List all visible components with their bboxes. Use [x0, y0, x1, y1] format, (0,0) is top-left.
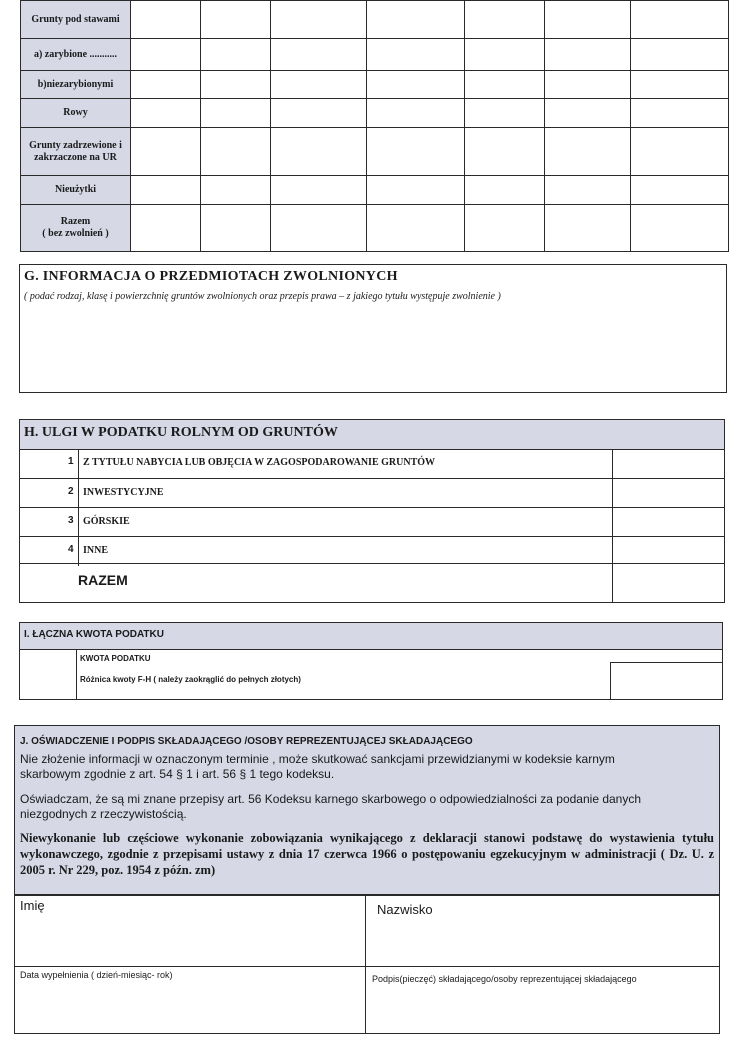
grid-cell[interactable] [131, 128, 201, 176]
section-g [19, 264, 727, 393]
grid-cell[interactable] [367, 1, 465, 39]
imie-label: Imię [20, 898, 45, 913]
section-i-left-cell [20, 649, 77, 699]
grid-cell[interactable] [271, 71, 367, 99]
grid-cell[interactable] [201, 176, 271, 205]
grid-cell[interactable] [631, 205, 729, 252]
grid-cell[interactable] [545, 99, 631, 128]
section-i-line1: KWOTA PODATKU [80, 654, 151, 663]
section-i-title-bar [20, 623, 722, 650]
section-h-item-number: 1 [68, 456, 74, 467]
grid-cell[interactable] [131, 176, 201, 205]
section-h-item-value[interactable] [612, 537, 725, 566]
section-j-title: J. OŚWIADCZENIE I PODPIS SKŁADAJĄCEGO /OSOBY REPREZENTUJĄCEJ SKŁADAJĄCEGO [20, 736, 473, 747]
data-cell[interactable] [15, 966, 366, 1033]
grid-cell[interactable] [271, 1, 367, 39]
section-h-item-value[interactable] [612, 479, 725, 508]
grid-cell[interactable] [465, 205, 545, 252]
grid-row [21, 128, 729, 176]
imie-cell[interactable] [15, 896, 366, 967]
grid-cell[interactable] [271, 176, 367, 205]
grid-row [21, 71, 729, 99]
grid-cell[interactable] [465, 39, 545, 71]
grid-cell[interactable] [631, 71, 729, 99]
grid-row-label: Grunty zadrzewione i zakrzaczone na UR [21, 128, 131, 176]
section-h-item-number: 2 [68, 486, 74, 497]
grid-cell[interactable] [201, 128, 271, 176]
section-h-item-label: INWESTYCYJNE [83, 487, 164, 498]
grid-cell[interactable] [131, 205, 201, 252]
grid-row [21, 205, 729, 252]
section-h-item-number: 4 [68, 544, 74, 555]
section-g-note: ( podać rodzaj, klasę i powierzchnię gruntów zwolnionych oraz przepis prawa – z jakiego tytułu występuje zwolnienie ) [24, 291, 501, 302]
section-j-para2: Oświadczam, że są mi znane przepisy art. 56 Kodeksu karnego skarbowego o odpowiedzialności za podanie danych niezgodnych z rzeczywistością. [20, 792, 642, 821]
section-h-item-value[interactable] [612, 449, 725, 478]
grid-cell[interactable] [131, 99, 201, 128]
section-j-para3: Niewykonanie lub częściowe wykonanie zobowiązania wynikającego z deklaracji stanowi podstawę do wystawienia tytułu wykonawczego, zgodnie z przepisami ustawy z dnia 17 czerwca 1966 o postępowaniu egzekucyjnym w administracji ( Dz. U. z 2005 r. Nr 229, poz. 1954 z późn. zm) [20, 831, 714, 877]
grid-cell[interactable] [201, 1, 271, 39]
section-h-item-label: GÓRSKIE [83, 516, 130, 527]
nazwisko-label: Nazwisko [377, 902, 433, 917]
grid-row-label: Rowy [21, 99, 131, 128]
grid-cell[interactable] [201, 39, 271, 71]
section-h-total-value[interactable] [612, 564, 725, 603]
grid-cell[interactable] [465, 71, 545, 99]
nazwisko-cell[interactable] [365, 896, 719, 967]
section-h-item-label: INNE [83, 545, 109, 556]
section-i-amount-field[interactable] [610, 662, 723, 700]
grid-cell[interactable] [465, 99, 545, 128]
grid-cell[interactable] [545, 71, 631, 99]
grid-cell[interactable] [545, 39, 631, 71]
grid-row-label: Grunty pod stawami [21, 1, 131, 39]
section-h-item-number: 3 [68, 515, 74, 526]
grid-row [21, 99, 729, 128]
grid-cell[interactable] [367, 99, 465, 128]
grid-cell[interactable] [545, 1, 631, 39]
grid-row-label: Razem ( bez zwolnień ) [21, 205, 131, 252]
grid-row-label: b)niezarybionymi [21, 71, 131, 99]
grid-cell[interactable] [367, 71, 465, 99]
grid-cell[interactable] [201, 71, 271, 99]
grid-cell[interactable] [465, 176, 545, 205]
section-g-title: G. INFORMACJA O PRZEDMIOTACH ZWOLNIONYCH [24, 269, 398, 284]
grid-cell[interactable] [545, 205, 631, 252]
grid-cell[interactable] [631, 128, 729, 176]
grid-cell[interactable] [271, 128, 367, 176]
grid-cell[interactable] [465, 1, 545, 39]
grid-row [21, 39, 729, 71]
section-j-para1: Nie złożenie informacji w oznaczonym terminie , może skutkować sankcjami przewidzianymi w kodeksie karnym skarbowym zgodnie z art. 54 § 1 i art. 56 § 1 tego kodeksu. [20, 752, 615, 781]
grid-cell[interactable] [367, 128, 465, 176]
data-label: Data wypełnienia ( dzień-miesiąc- rok) [20, 970, 173, 980]
podpis-label: Podpis(pieczęć) składającego/osoby reprezentującej składającego [372, 974, 637, 984]
grid-cell[interactable] [271, 39, 367, 71]
section-h-item-value[interactable] [612, 508, 725, 537]
grid-cell[interactable] [631, 1, 729, 39]
grid-cell[interactable] [367, 39, 465, 71]
grid-cell[interactable] [271, 99, 367, 128]
section-h-total-row [20, 563, 724, 603]
signature-grid [14, 895, 720, 1034]
grid-cell[interactable] [201, 205, 271, 252]
grid-cell[interactable] [131, 39, 201, 71]
section-h-item-row [20, 536, 724, 566]
section-h-title: H. ULGI W PODATKU ROLNYM OD GRUNTÓW [24, 425, 338, 440]
grid-cell[interactable] [465, 128, 545, 176]
section-i [19, 622, 723, 700]
grid-cell[interactable] [545, 176, 631, 205]
grid-cell[interactable] [631, 39, 729, 71]
section-i-line2: Różnica kwoty F-H ( należy zaokrąglić do pełnych złotych) [80, 675, 301, 684]
land-grid-table [20, 0, 729, 252]
section-h-item-row [20, 478, 724, 508]
podpis-cell[interactable] [365, 966, 719, 1033]
section-i-title: I. ŁĄCZNA KWOTA PODATKU [24, 629, 164, 640]
section-h-title-bar [20, 420, 724, 450]
grid-cell[interactable] [271, 205, 367, 252]
section-j [14, 725, 720, 895]
grid-cell[interactable] [201, 99, 271, 128]
section-h-item-label: Z TYTUŁU NABYCIA LUB OBJĘCIA W ZAGOSPODAROWANIE GRUNTÓW [83, 457, 436, 468]
grid-row [21, 1, 729, 39]
section-h-item-row [20, 507, 724, 537]
grid-cell[interactable] [367, 205, 465, 252]
grid-cell[interactable] [545, 128, 631, 176]
section-h-item-row [20, 449, 724, 478]
section-g-input-area[interactable] [20, 307, 726, 392]
section-h [19, 419, 725, 603]
section-h-total-label: RAZEM [78, 572, 128, 588]
grid-cell[interactable] [131, 71, 201, 99]
grid-row [21, 176, 729, 205]
grid-row-label: a) zarybione ........... [21, 39, 131, 71]
grid-cell[interactable] [367, 176, 465, 205]
grid-cell[interactable] [631, 99, 729, 128]
grid-cell[interactable] [131, 1, 201, 39]
grid-cell[interactable] [631, 176, 729, 205]
grid-row-label: Nieużytki [21, 176, 131, 205]
